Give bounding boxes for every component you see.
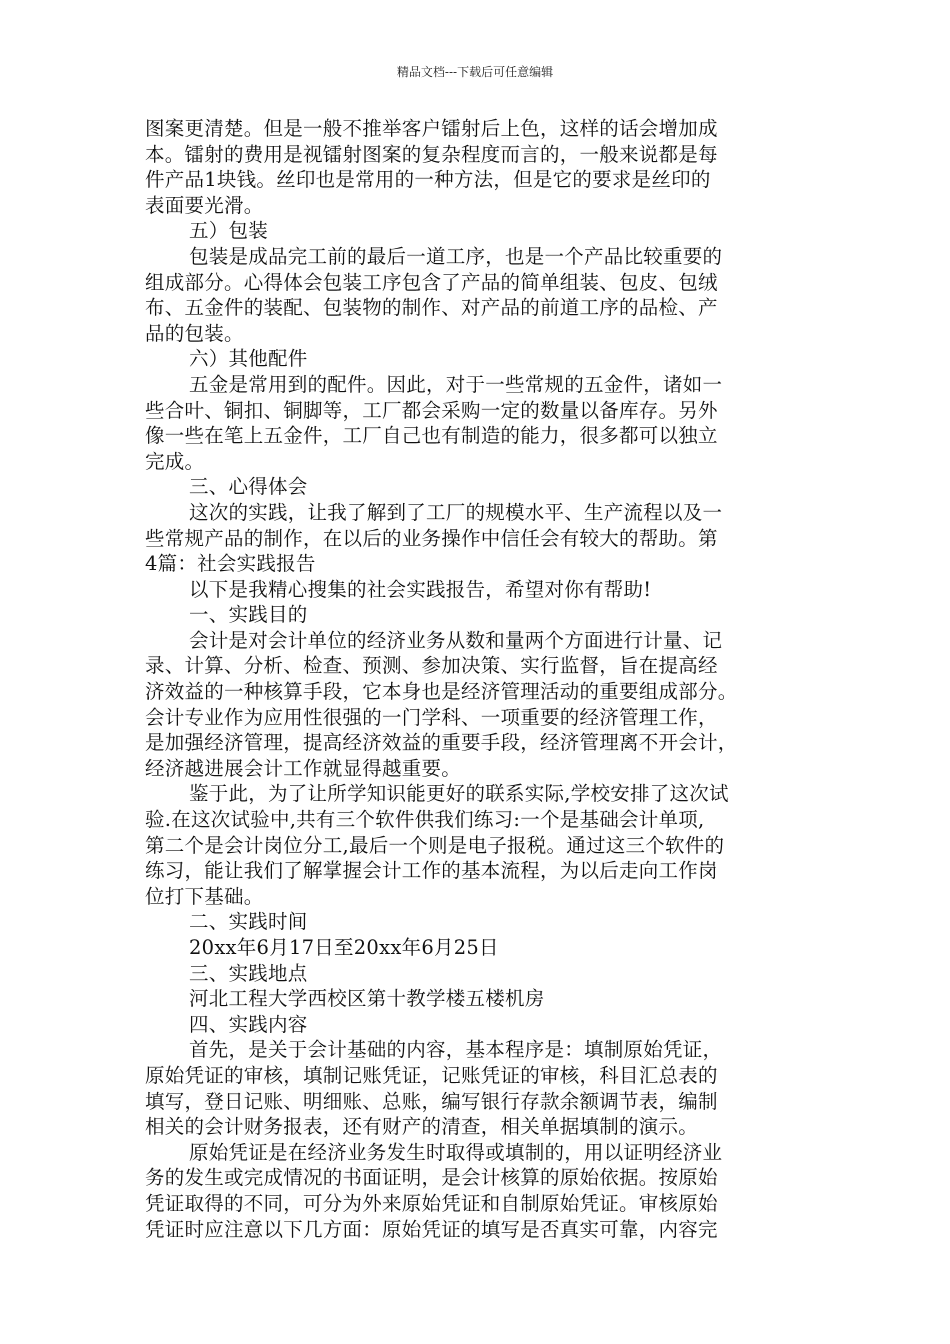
text-line: 济效益的一种核算手段，它本身也是经济管理活动的重要组成部分。 bbox=[145, 680, 738, 704]
text-line: 三、心得体会 bbox=[189, 475, 308, 499]
text-line: 些合叶、铜扣、铜脚等，工厂都会采购一定的数量以备库存。另外 bbox=[145, 398, 718, 422]
text-line: 相关的会计财务报表，还有财产的清查，相关单据填制的演示。 bbox=[145, 1115, 699, 1139]
text-line: 五）包装 bbox=[189, 219, 269, 243]
text-line: 二、实践时间 bbox=[189, 910, 308, 934]
text-line: 河北工程大学西校区第十教学楼五楼机房 bbox=[189, 987, 545, 1011]
text-line: 图案更清楚。但是一般不推举客户镭射后上色，这样的话会增加成 bbox=[145, 117, 718, 140]
text-line: 录、计算、分析、检查、预测、参加决策、实行监督，旨在提高经 bbox=[145, 654, 718, 678]
text-line: 像一些在笔上五金件，工厂自己也有制造的能力，很多都可以独立 bbox=[145, 424, 718, 448]
text-line: 组成部分。心得体会包装工序包含了产品的简单组装、包皮、包绒 bbox=[145, 270, 718, 294]
text-line: 首先，是关于会计基础的内容，基本程序是：填制原始凭证， bbox=[189, 1038, 723, 1062]
text-line: 包装是成品完工前的最后一道工序，也是一个产品比较重要的 bbox=[189, 244, 723, 268]
text-line: 20xx年6月17日至20xx年6月25日 bbox=[189, 936, 499, 959]
text-line: 以下是我精心搜集的社会实践报告，希望对你有帮助! bbox=[189, 577, 652, 601]
text-line: 凭证取得的不同，可分为外来原始凭证和自制原始凭证。审核原始 bbox=[145, 1191, 718, 1215]
text-line: 会计专业作为应用性很强的一门学科、一项重要的经济管理工作， bbox=[145, 705, 718, 729]
text-line: 第二个是会计岗位分工,最后一个则是电子报税。通过这三个软件的 bbox=[145, 833, 725, 857]
text-line: 表面要光滑。 bbox=[145, 193, 264, 217]
text-line: 凭证时应注意以下几方面：原始凭证的填写是否真实可靠，内容完 bbox=[145, 1217, 718, 1241]
text-line: 完成。 bbox=[145, 449, 205, 473]
text-line: 务的发生或完成情况的书面证明，是会计核算的原始依据。按原始 bbox=[145, 1166, 718, 1190]
text-line: 原始凭证是在经济业务发生时取得或填制的，用以证明经济业 bbox=[189, 1140, 723, 1164]
text-line: 这次的实践，让我了解到了工厂的规模水平、生产流程以及一 bbox=[189, 500, 723, 524]
page-header: 精品文档---下载后可任意编辑 bbox=[396, 65, 554, 79]
document-body bbox=[145, 116, 815, 1242]
text-line: 是加强经济管理，提高经济效益的重要手段，经济管理离不开会计， bbox=[145, 731, 738, 755]
text-line: 位打下基础。 bbox=[145, 884, 264, 908]
text-line: 经济越进展会计工作就显得越重要。 bbox=[145, 756, 462, 780]
text-line: 六）其他配件 bbox=[189, 347, 308, 371]
text-line: 一、实践目的 bbox=[189, 603, 308, 627]
text-line: 四、实践内容 bbox=[189, 1012, 308, 1036]
text-line: 验.在这次试验中,共有三个软件供我们练习:一个是基础会计单项, bbox=[145, 808, 705, 832]
text-line: 填写，登日记账、明细账、总账，编写银行存款余额调节表，编制 bbox=[145, 1089, 718, 1113]
text-line: 本。镭射的费用是视镭射图案的复杂程度而言的，一般来说都是每 bbox=[145, 142, 718, 166]
text-line: 五金是常用到的配件。因此，对于一些常规的五金件，诸如一 bbox=[189, 372, 723, 396]
text-line: 鉴于此，为了让所学知识能更好的联系实际,学校安排了这次试 bbox=[189, 782, 729, 806]
text-line: 三、实践地点 bbox=[189, 961, 308, 985]
text-line: 原始凭证的审核，填制记账凭证，记账凭证的审核，科目汇总表的 bbox=[145, 1063, 718, 1087]
text-line: 品的包装。 bbox=[145, 321, 244, 345]
text-line: 件产品1块钱。丝印也是常用的一种方法，但是它的要求是丝印的 bbox=[145, 168, 711, 192]
text-line: 些常规产品的制作，在以后的业务操作中信任会有较大的帮助。第 bbox=[145, 526, 718, 550]
text-line: 4篇：社会实践报告 bbox=[145, 552, 316, 576]
text-line: 会计是对会计单位的经济业务从数和量两个方面进行计量、记 bbox=[189, 628, 723, 652]
text-line: 练习，能让我们了解掌握会计工作的基本流程，为以后走向工作岗 bbox=[145, 859, 718, 883]
text-line: 布、五金件的装配、包装物的制作、对产品的前道工序的品检、产 bbox=[145, 296, 718, 320]
